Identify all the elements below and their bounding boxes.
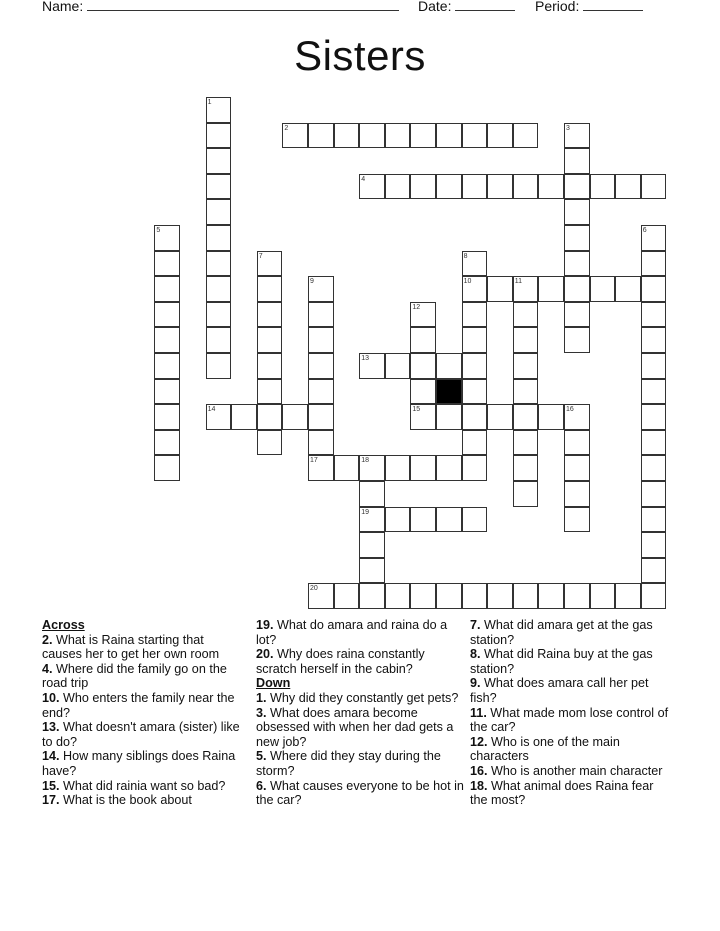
clue-item-text: What causes everyone to be hot in the car?	[256, 778, 464, 808]
grid-cell[interactable]	[334, 455, 360, 481]
name-label: Name:	[42, 0, 84, 14]
grid-cell[interactable]	[641, 404, 667, 430]
grid-cell[interactable]	[615, 276, 641, 302]
grid-cell[interactable]	[590, 583, 616, 609]
grid-cell[interactable]	[590, 276, 616, 302]
period-label: Period:	[535, 0, 580, 14]
clue-item-text: What does amara call her pet fish?	[470, 676, 649, 705]
grid-cell[interactable]	[564, 199, 590, 225]
clue-item	[256, 691, 466, 706]
grid-cell[interactable]	[513, 123, 539, 149]
grid-cell[interactable]	[308, 123, 334, 149]
grid-cell[interactable]	[462, 302, 488, 328]
clue-number: 17	[310, 457, 318, 465]
clue-item-text: What did rainia want so bad?	[59, 778, 226, 793]
clue-item-text: What is Raina starting that causes her to get her own room	[42, 632, 220, 662]
clue-item-number: 16.	[470, 763, 488, 778]
puzzle-title: Sisters	[294, 32, 426, 79]
clue-number: 4	[361, 175, 366, 183]
clue-item-text: What made mom lose control of the car?	[470, 705, 669, 735]
grid-cell[interactable]	[206, 123, 232, 149]
clue-item	[256, 749, 466, 778]
grid-cell[interactable]	[564, 148, 590, 174]
grid-cell[interactable]	[641, 455, 667, 481]
grid-cell[interactable]	[308, 327, 334, 353]
grid-cell[interactable]	[359, 123, 385, 149]
grid-cell[interactable]	[641, 302, 667, 328]
clue-item-text: What do amara and raina do a lot?	[256, 618, 448, 647]
clue-item	[470, 676, 670, 705]
grid-cell[interactable]	[564, 481, 590, 507]
clue-item-text: Why did they constantly get pets?	[266, 690, 459, 705]
clue-number: 8	[463, 252, 468, 260]
grid-cell[interactable]	[154, 430, 180, 456]
clue-number: 15	[412, 406, 421, 414]
clue-item-text: Where did the family go on the road trip	[42, 661, 227, 691]
clue-item-text: What did amara get at the gas station?	[470, 618, 653, 647]
clue-item	[42, 720, 247, 749]
clues-column-2	[256, 618, 466, 808]
grid-cell[interactable]	[154, 379, 180, 405]
grid-cell[interactable]	[462, 430, 488, 456]
grid-cell[interactable]	[462, 379, 488, 405]
clue-item-number: 19.	[256, 618, 274, 632]
grid-cell[interactable]	[410, 327, 436, 353]
grid-cell[interactable]	[641, 430, 667, 456]
down-heading: Down	[256, 676, 291, 691]
grid-cell[interactable]	[436, 404, 462, 430]
clue-item-number: 9.	[470, 676, 481, 691]
grid-cell[interactable]	[436, 353, 462, 379]
clue-item-number: 13.	[42, 720, 60, 735]
grid-cell[interactable]	[257, 353, 283, 379]
grid-cell[interactable]	[564, 276, 590, 302]
grid-cell[interactable]	[513, 481, 539, 507]
grid-cell[interactable]	[564, 225, 590, 251]
grid-cell[interactable]	[385, 174, 411, 200]
across-heading: Across	[42, 618, 85, 632]
grid-cell[interactable]	[564, 327, 590, 353]
clue-item	[42, 779, 247, 794]
clue-item-number: 1.	[256, 690, 267, 705]
clue-item-number: 11.	[470, 705, 487, 720]
clue-item-text: What is the book about	[59, 793, 192, 808]
grid-cell[interactable]	[538, 583, 564, 609]
grid-cell[interactable]	[513, 404, 539, 430]
grid-cell[interactable]	[462, 507, 488, 533]
clue-item-number: 14.	[42, 749, 60, 764]
clue-item	[42, 633, 247, 662]
grid-cell[interactable]	[641, 251, 667, 277]
grid-cell[interactable]	[385, 507, 411, 533]
grid-cell[interactable]	[154, 276, 180, 302]
grid-cell[interactable]	[257, 404, 283, 430]
grid-cell[interactable]	[436, 583, 462, 609]
grid-cell[interactable]	[538, 276, 564, 302]
grid-cell[interactable]	[462, 455, 488, 481]
grid-cell[interactable]	[436, 455, 462, 481]
black-cell	[436, 379, 462, 405]
clue-number: 6	[642, 227, 647, 234]
grid-cell[interactable]	[206, 148, 232, 174]
grid-cell[interactable]	[513, 583, 539, 609]
grid-cell[interactable]	[334, 583, 360, 609]
clue-item-number: 12.	[470, 734, 488, 749]
grid-cell[interactable]	[154, 327, 180, 353]
clue-number: 2	[284, 124, 289, 132]
grid-cell[interactable]	[154, 251, 180, 277]
grid-cell[interactable]	[641, 353, 667, 379]
grid-cell[interactable]	[641, 558, 667, 584]
grid-cell[interactable]	[206, 327, 232, 353]
clue-item	[256, 706, 466, 750]
grid-cell[interactable]	[538, 174, 564, 200]
clue-item	[470, 647, 670, 676]
grid-cell[interactable]	[257, 430, 283, 456]
grid-cell[interactable]	[641, 481, 667, 507]
clue-item-text: How many siblings does Raina have?	[42, 749, 236, 778]
date-label: Date:	[418, 0, 452, 14]
clue-number: 11	[514, 278, 523, 286]
grid-cell[interactable]	[487, 123, 513, 149]
clue-item-text: Why does raina constantly scratch herself in the cabin?	[256, 647, 425, 676]
clue-number: 18	[361, 457, 369, 465]
clue-number: 12	[412, 303, 421, 311]
clue-item-text: Where did they stay during the storm?	[256, 749, 441, 778]
grid-cell[interactable]	[308, 430, 334, 456]
grid-cell[interactable]	[410, 455, 436, 481]
grid-cell[interactable]	[282, 404, 308, 430]
grid-cell[interactable]	[359, 583, 385, 609]
clue-number: 5	[156, 227, 161, 234]
grid-cell[interactable]	[513, 430, 539, 456]
grid-cell[interactable]	[410, 353, 436, 379]
grid-cell[interactable]	[154, 353, 180, 379]
grid-cell[interactable]	[154, 404, 180, 430]
grid-cell[interactable]	[615, 174, 641, 200]
grid-cell[interactable]	[564, 583, 590, 609]
clue-number: 9	[310, 278, 314, 286]
grid-cell[interactable]	[436, 123, 462, 149]
clue-number: 7	[258, 252, 263, 260]
grid-cell[interactable]	[615, 583, 641, 609]
grid-cell[interactable]	[410, 174, 436, 200]
grid-cell[interactable]	[206, 225, 232, 251]
clue-number: 10	[463, 278, 472, 286]
grid-cell[interactable]	[487, 276, 513, 302]
grid-cell[interactable]	[487, 174, 513, 200]
grid-cell[interactable]	[359, 532, 385, 558]
grid-cell[interactable]	[154, 302, 180, 328]
grid-cell[interactable]	[410, 583, 436, 609]
grid-cell[interactable]	[231, 404, 257, 430]
clue-item	[470, 706, 670, 735]
grid-cell[interactable]	[206, 302, 232, 328]
clues-column-3	[470, 618, 670, 808]
clue-number: 20	[310, 585, 318, 593]
clue-number: 3	[566, 124, 570, 132]
grid-cell[interactable]	[564, 251, 590, 277]
grid-cell[interactable]	[410, 507, 436, 533]
clue-item	[470, 618, 670, 647]
grid-cell[interactable]	[385, 583, 411, 609]
grid-cell[interactable]	[641, 532, 667, 558]
clue-item	[256, 647, 466, 676]
grid-cell[interactable]	[462, 353, 488, 379]
clue-item-number: 18.	[470, 778, 488, 793]
grid-cell[interactable]	[359, 558, 385, 584]
grid-cell[interactable]	[564, 455, 590, 481]
grid-cell[interactable]	[641, 379, 667, 405]
clue-item-number: 2.	[42, 632, 53, 647]
grid-cell[interactable]	[487, 404, 513, 430]
clue-item	[42, 793, 247, 808]
clue-item	[42, 749, 247, 778]
grid-cell[interactable]	[257, 327, 283, 353]
grid-cell[interactable]	[564, 302, 590, 328]
clue-item-text: What did Raina buy at the gas station?	[470, 647, 653, 676]
clue-number: 19	[361, 508, 369, 516]
clue-item-number: 20.	[256, 647, 274, 662]
clue-item-number: 15.	[42, 778, 60, 793]
grid-cell[interactable]	[564, 174, 590, 200]
clue-item	[256, 618, 466, 647]
clue-item-text: What does amara become obsessed with when her dad gets a new job?	[256, 705, 454, 749]
clue-item	[470, 764, 670, 779]
clue-item-number: 3.	[256, 705, 267, 720]
grid-cell[interactable]	[206, 199, 232, 225]
grid-cell[interactable]	[410, 379, 436, 405]
clue-item	[470, 735, 670, 764]
clue-item-number: 8.	[470, 647, 481, 662]
grid-cell[interactable]	[513, 379, 539, 405]
clue-item	[42, 691, 247, 720]
grid-cell[interactable]	[513, 302, 539, 328]
grid-cell[interactable]	[308, 404, 334, 430]
clue-item	[256, 779, 466, 808]
grid-cell[interactable]	[154, 455, 180, 481]
clue-item-text: Who is another main character	[487, 763, 663, 778]
clue-item-number: 7.	[470, 618, 481, 632]
grid-cell[interactable]	[308, 379, 334, 405]
clue-item-number: 4.	[42, 661, 53, 676]
grid-cell[interactable]	[257, 379, 283, 405]
grid-cell[interactable]	[462, 174, 488, 200]
grid-cell[interactable]	[513, 455, 539, 481]
clues-column-1	[42, 618, 247, 808]
grid-cell[interactable]	[359, 481, 385, 507]
grid-cell[interactable]	[564, 507, 590, 533]
clue-item-text: Who is one of the main characters	[470, 734, 620, 764]
grid-cell[interactable]	[308, 302, 334, 328]
clue-item-number: 10.	[42, 690, 60, 705]
grid-cell[interactable]	[513, 353, 539, 379]
grid-cell[interactable]	[385, 123, 411, 149]
grid-cell[interactable]	[513, 327, 539, 353]
grid-cell[interactable]	[410, 123, 436, 149]
grid-cell[interactable]	[462, 583, 488, 609]
clue-item	[42, 662, 247, 691]
clue-item-text: Who enters the family near the end?	[42, 690, 235, 720]
grid-cell[interactable]	[436, 174, 462, 200]
clue-item-text: What doesn't amara (sister) like to do?	[42, 720, 240, 749]
grid-cell[interactable]	[206, 276, 232, 302]
grid-cell[interactable]	[308, 353, 334, 379]
grid-cell[interactable]	[564, 430, 590, 456]
grid-cell[interactable]	[487, 583, 513, 609]
grid-cell[interactable]	[590, 174, 616, 200]
clue-item-number: 5.	[256, 749, 267, 764]
clue-item-number: 6.	[256, 778, 267, 793]
clue-number: 1	[207, 99, 212, 106]
grid-cell[interactable]	[513, 174, 539, 200]
clue-item-number: 17.	[42, 793, 60, 808]
grid-cell[interactable]	[257, 302, 283, 328]
grid-cell[interactable]	[641, 507, 667, 533]
clue-item	[470, 779, 670, 808]
clue-number: 16	[566, 406, 574, 414]
grid-cell[interactable]	[641, 327, 667, 353]
grid-cell[interactable]	[385, 455, 411, 481]
grid-cell[interactable]	[641, 583, 667, 609]
grid-cell[interactable]	[206, 251, 232, 277]
grid-cell[interactable]	[538, 404, 564, 430]
grid-cell[interactable]	[462, 123, 488, 149]
grid-cell[interactable]	[334, 123, 360, 149]
grid-cell[interactable]	[641, 174, 667, 200]
grid-cell[interactable]	[436, 507, 462, 533]
grid-cell[interactable]	[641, 276, 667, 302]
grid-cell[interactable]	[206, 174, 232, 200]
clue-number: 13	[361, 355, 369, 362]
clue-number: 14	[207, 406, 216, 414]
grid-cell[interactable]	[462, 404, 488, 430]
grid-cell[interactable]	[257, 276, 283, 302]
grid-cell[interactable]	[206, 353, 232, 379]
grid-cell[interactable]	[385, 353, 411, 379]
grid-cell[interactable]	[462, 327, 488, 353]
clue-item-text: What animal does Raina fear the most?	[470, 778, 654, 808]
